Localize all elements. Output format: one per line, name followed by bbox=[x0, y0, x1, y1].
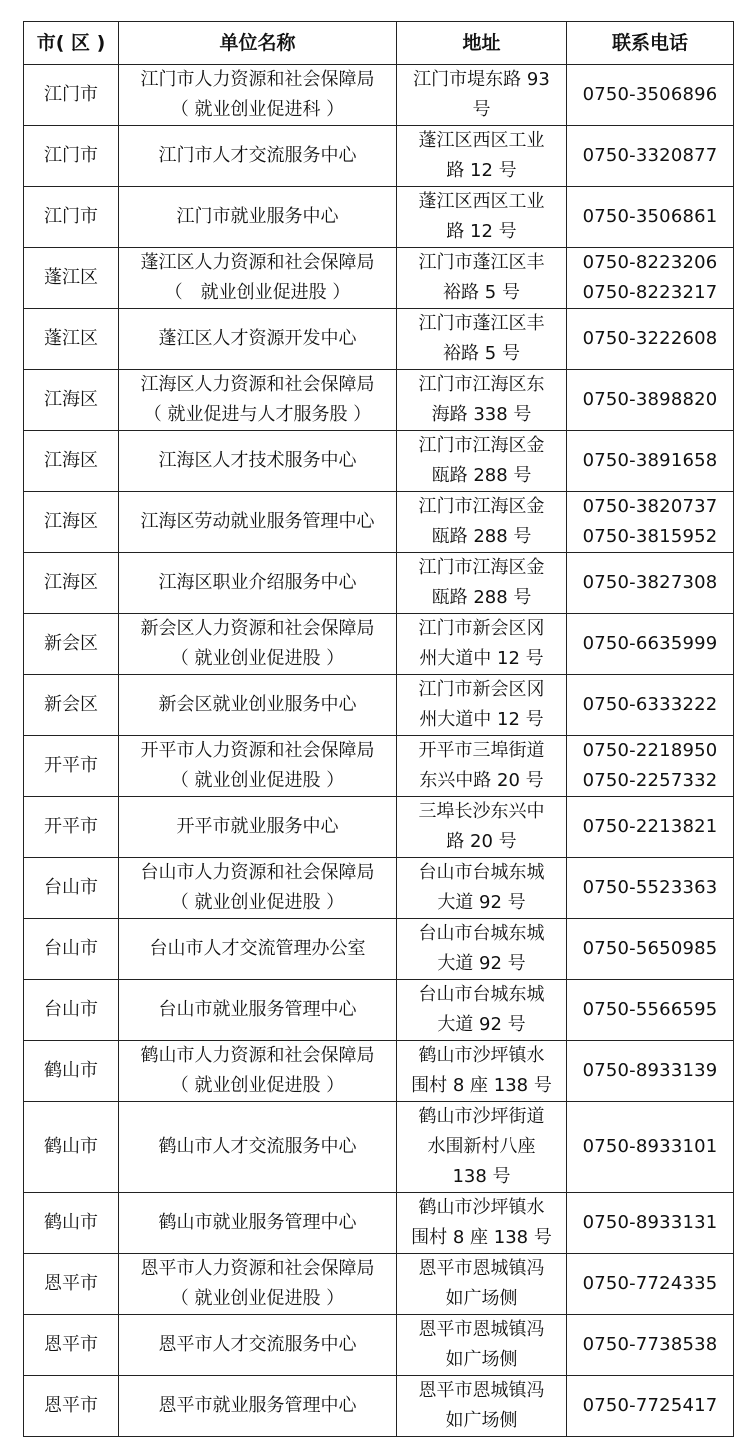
address-cell-line: 裕路 5 号 bbox=[443, 282, 520, 303]
unit-name-cell-line: 新会区人力资源和社会保障局 bbox=[140, 618, 375, 639]
header-phone: 联系电话 bbox=[567, 22, 734, 65]
district-cell: 恩平市 bbox=[24, 1315, 119, 1376]
address-cell bbox=[397, 65, 567, 126]
unit-name-cell-line: 恩平市人力资源和社会保障局 bbox=[140, 1258, 375, 1279]
address-cell-line: 江门市江海区金 bbox=[418, 435, 545, 456]
district-cell: 鹤山市 bbox=[24, 1102, 119, 1193]
phone-cell bbox=[567, 553, 734, 614]
header-row bbox=[24, 22, 734, 65]
address-cell bbox=[397, 431, 567, 492]
table-row bbox=[24, 126, 734, 187]
phone-cell-line: 0750-8223206 bbox=[582, 252, 718, 273]
phone-cell bbox=[567, 1102, 734, 1193]
address-cell-line: 鹤山市沙坪镇水 bbox=[418, 1045, 545, 1066]
unit-name-cell-line: 台山市人才交流管理办公室 bbox=[149, 938, 366, 959]
district-cell: 恩平市 bbox=[24, 1254, 119, 1315]
unit-name-cell bbox=[119, 1315, 397, 1376]
unit-name-cell bbox=[119, 1102, 397, 1193]
address-cell-line: 三埠长沙东兴中 bbox=[418, 801, 545, 822]
address-cell bbox=[397, 919, 567, 980]
unit-name-cell bbox=[119, 65, 397, 126]
address-cell-line: 恩平市恩城镇冯 bbox=[418, 1380, 545, 1401]
unit-name-cell bbox=[119, 370, 397, 431]
unit-name-cell-line: （ 就业创业促进股 ） bbox=[170, 1288, 345, 1309]
unit-name-cell bbox=[119, 980, 397, 1041]
unit-name-cell-line: （ 就业创业促进股 ） bbox=[170, 648, 345, 669]
district-cell: 蓬江区 bbox=[24, 309, 119, 370]
table-row bbox=[24, 980, 734, 1041]
phone-cell-line: 0750-5566595 bbox=[582, 999, 718, 1020]
phone-cell-line: 0750-3891658 bbox=[582, 450, 718, 471]
address-cell-line: 138 号 bbox=[452, 1166, 511, 1187]
table-row bbox=[24, 1254, 734, 1315]
address-cell bbox=[397, 370, 567, 431]
address-cell-line: 州大道中 12 号 bbox=[419, 709, 544, 730]
address-cell-line: 江门市江海区金 bbox=[418, 557, 545, 578]
unit-name-cell bbox=[119, 1254, 397, 1315]
unit-name-cell bbox=[119, 431, 397, 492]
unit-name-cell-line: （ 就业促进与人才服务股 ） bbox=[143, 404, 372, 425]
unit-name-cell bbox=[119, 248, 397, 309]
unit-name-cell-line: （ 就业创业促进股 ） bbox=[170, 892, 345, 913]
address-cell-line: 如广场侧 bbox=[445, 1288, 518, 1309]
address-cell-line: 台山市台城东城 bbox=[418, 984, 545, 1005]
phone-cell bbox=[567, 1254, 734, 1315]
phone-cell-line: 0750-7738538 bbox=[582, 1334, 718, 1355]
header-address: 地址 bbox=[397, 22, 567, 65]
address-cell-line: 海路 338 号 bbox=[431, 404, 532, 425]
unit-name-cell-line: 台山市就业服务管理中心 bbox=[158, 999, 357, 1020]
phone-cell-line: 0750-2213821 bbox=[582, 816, 718, 837]
address-cell-line: 大道 92 号 bbox=[437, 1014, 526, 1035]
unit-name-cell-line: 恩平市人才交流服务中心 bbox=[158, 1334, 357, 1355]
address-cell bbox=[397, 1041, 567, 1102]
unit-name-cell-line: 新会区就业创业服务中心 bbox=[158, 694, 357, 715]
phone-cell-line: 0750-3815952 bbox=[582, 526, 718, 547]
unit-name-cell bbox=[119, 736, 397, 797]
table-row bbox=[24, 614, 734, 675]
address-cell bbox=[397, 187, 567, 248]
phone-cell bbox=[567, 431, 734, 492]
address-cell bbox=[397, 614, 567, 675]
address-cell-line: 江门市江海区金 bbox=[418, 496, 545, 517]
address-cell-line: 如广场侧 bbox=[445, 1410, 518, 1431]
address-cell bbox=[397, 248, 567, 309]
district-cell: 江门市 bbox=[24, 65, 119, 126]
table-row bbox=[24, 309, 734, 370]
table-row bbox=[24, 65, 734, 126]
table-row bbox=[24, 492, 734, 553]
address-cell-line: 江门市江海区东 bbox=[418, 374, 545, 395]
district-cell: 台山市 bbox=[24, 980, 119, 1041]
address-cell-line: 蓬江区西区工业 bbox=[418, 191, 545, 212]
address-cell bbox=[397, 858, 567, 919]
address-cell-line: 蓬江区西区工业 bbox=[418, 130, 545, 151]
district-cell: 鹤山市 bbox=[24, 1041, 119, 1102]
district-cell: 江门市 bbox=[24, 187, 119, 248]
address-cell bbox=[397, 1315, 567, 1376]
unit-name-cell-line: （ 就业创业促进科 ） bbox=[170, 99, 345, 120]
phone-cell-line: 0750-7724335 bbox=[582, 1273, 718, 1294]
address-cell-line: 路 12 号 bbox=[446, 221, 517, 242]
address-cell-line: 大道 92 号 bbox=[437, 953, 526, 974]
unit-name-cell-line: 台山市人力资源和社会保障局 bbox=[140, 862, 375, 883]
address-cell-line: 江门市堤东路 93 bbox=[413, 69, 550, 90]
table-row bbox=[24, 1102, 734, 1193]
unit-name-cell-line: 恩平市就业服务管理中心 bbox=[158, 1395, 357, 1416]
unit-name-cell-line: 开平市就业服务中心 bbox=[176, 816, 339, 837]
unit-name-cell bbox=[119, 797, 397, 858]
address-cell bbox=[397, 675, 567, 736]
table-row bbox=[24, 1376, 734, 1437]
table-row bbox=[24, 797, 734, 858]
table-row bbox=[24, 858, 734, 919]
unit-name-cell bbox=[119, 1193, 397, 1254]
phone-cell bbox=[567, 65, 734, 126]
district-cell: 新会区 bbox=[24, 675, 119, 736]
address-cell bbox=[397, 553, 567, 614]
district-cell: 江海区 bbox=[24, 370, 119, 431]
district-cell: 开平市 bbox=[24, 736, 119, 797]
district-cell: 蓬江区 bbox=[24, 248, 119, 309]
district-cell: 江海区 bbox=[24, 553, 119, 614]
address-cell-line: 大道 92 号 bbox=[437, 892, 526, 913]
district-cell: 开平市 bbox=[24, 797, 119, 858]
unit-name-cell-line: 开平市人力资源和社会保障局 bbox=[140, 740, 375, 761]
phone-cell bbox=[567, 614, 734, 675]
phone-cell-line: 0750-3506861 bbox=[582, 206, 718, 227]
unit-name-cell-line: 江海区人力资源和社会保障局 bbox=[140, 374, 375, 395]
address-cell-line: 恩平市恩城镇冯 bbox=[418, 1258, 545, 1279]
unit-name-cell bbox=[119, 675, 397, 736]
table-row bbox=[24, 1315, 734, 1376]
phone-cell bbox=[567, 187, 734, 248]
address-cell bbox=[397, 980, 567, 1041]
phone-cell bbox=[567, 1193, 734, 1254]
header-unit-name: 单位名称 bbox=[119, 22, 397, 65]
unit-name-cell bbox=[119, 126, 397, 187]
unit-name-cell bbox=[119, 492, 397, 553]
address-cell-line: 台山市台城东城 bbox=[418, 923, 545, 944]
district-cell: 台山市 bbox=[24, 858, 119, 919]
address-cell-line: 江门市蓬江区丰 bbox=[418, 252, 545, 273]
address-cell-line: 如广场侧 bbox=[445, 1349, 518, 1370]
address-cell-line: 围村 8 座 138 号 bbox=[411, 1227, 552, 1248]
phone-cell bbox=[567, 858, 734, 919]
phone-cell-line: 0750-8933131 bbox=[582, 1212, 718, 1233]
phone-cell-line: 0750-3827308 bbox=[582, 572, 718, 593]
district-cell: 台山市 bbox=[24, 919, 119, 980]
phone-cell-line: 0750-7725417 bbox=[582, 1395, 718, 1416]
unit-name-cell-line: 蓬江区人才资源开发中心 bbox=[158, 328, 357, 349]
unit-name-cell bbox=[119, 1376, 397, 1437]
phone-cell bbox=[567, 980, 734, 1041]
address-cell bbox=[397, 1376, 567, 1437]
table-row bbox=[24, 431, 734, 492]
unit-name-cell-line: （ 就业创业促进股 ） bbox=[170, 770, 345, 791]
phone-cell-line: 0750-8223217 bbox=[582, 282, 718, 303]
unit-name-cell bbox=[119, 919, 397, 980]
address-cell-line: 围村 8 座 138 号 bbox=[411, 1075, 552, 1096]
table-row bbox=[24, 675, 734, 736]
phone-cell-line: 0750-3506896 bbox=[582, 84, 718, 105]
phone-cell-line: 0750-3222608 bbox=[582, 328, 718, 349]
unit-name-cell-line: 江门市人才交流服务中心 bbox=[158, 145, 357, 166]
address-cell-line: 鹤山市沙坪镇水 bbox=[418, 1197, 545, 1218]
phone-cell bbox=[567, 675, 734, 736]
phone-cell-line: 0750-3898820 bbox=[582, 389, 718, 410]
address-cell bbox=[397, 1102, 567, 1193]
phone-cell bbox=[567, 492, 734, 553]
phone-cell bbox=[567, 797, 734, 858]
phone-cell-line: 0750-2257332 bbox=[582, 770, 718, 791]
address-cell bbox=[397, 1254, 567, 1315]
unit-name-cell-line: （ 就业创业促进股 ） bbox=[164, 282, 351, 303]
table-row bbox=[24, 736, 734, 797]
district-cell: 新会区 bbox=[24, 614, 119, 675]
phone-cell-line: 0750-3820737 bbox=[582, 496, 718, 517]
address-cell-line: 州大道中 12 号 bbox=[419, 648, 544, 669]
address-cell-line: 江门市新会区冈 bbox=[418, 618, 545, 639]
unit-name-cell-line: 江门市人力资源和社会保障局 bbox=[140, 69, 375, 90]
table-row bbox=[24, 1041, 734, 1102]
address-cell-line: 东兴中路 20 号 bbox=[419, 770, 544, 791]
address-cell-line: 瓯路 288 号 bbox=[431, 465, 532, 486]
unit-name-cell-line: 江海区劳动就业服务管理中心 bbox=[140, 511, 375, 532]
unit-name-cell bbox=[119, 614, 397, 675]
phone-cell-line: 0750-5650985 bbox=[582, 938, 718, 959]
unit-name-cell-line: 鹤山市人才交流服务中心 bbox=[158, 1136, 357, 1157]
district-cell: 鹤山市 bbox=[24, 1193, 119, 1254]
address-cell bbox=[397, 797, 567, 858]
phone-cell-line: 0750-3320877 bbox=[582, 145, 718, 166]
unit-name-cell-line: 鹤山市人力资源和社会保障局 bbox=[140, 1045, 375, 1066]
phone-cell-line: 0750-6333222 bbox=[582, 694, 718, 715]
unit-name-cell bbox=[119, 858, 397, 919]
address-cell bbox=[397, 309, 567, 370]
table-row bbox=[24, 919, 734, 980]
phone-cell bbox=[567, 1315, 734, 1376]
unit-name-cell-line: 江海区人才技术服务中心 bbox=[158, 450, 357, 471]
phone-cell bbox=[567, 919, 734, 980]
district-cell: 江海区 bbox=[24, 431, 119, 492]
address-cell-line: 鹤山市沙坪街道 bbox=[418, 1106, 545, 1127]
phone-cell bbox=[567, 1376, 734, 1437]
address-cell-line: 瓯路 288 号 bbox=[431, 587, 532, 608]
address-cell-line: 台山市台城东城 bbox=[418, 862, 545, 883]
phone-cell bbox=[567, 736, 734, 797]
address-cell-line: 开平市三埠街道 bbox=[418, 740, 545, 761]
phone-cell bbox=[567, 309, 734, 370]
phone-cell bbox=[567, 1041, 734, 1102]
unit-name-cell-line: 江门市就业服务中心 bbox=[176, 206, 339, 227]
address-cell-line: 恩平市恩城镇冯 bbox=[418, 1319, 545, 1340]
unit-name-cell-line: （ 就业创业促进股 ） bbox=[170, 1075, 345, 1096]
address-cell-line: 裕路 5 号 bbox=[443, 343, 520, 364]
district-cell: 恩平市 bbox=[24, 1376, 119, 1437]
address-cell-line: 水围新村八座 bbox=[427, 1136, 536, 1157]
table-row bbox=[24, 553, 734, 614]
district-cell: 江门市 bbox=[24, 126, 119, 187]
address-cell-line: 江门市新会区冈 bbox=[418, 679, 545, 700]
phone-cell-line: 0750-2218950 bbox=[582, 740, 718, 761]
table-row bbox=[24, 1193, 734, 1254]
address-cell bbox=[397, 736, 567, 797]
unit-name-cell bbox=[119, 553, 397, 614]
address-cell bbox=[397, 126, 567, 187]
unit-name-cell bbox=[119, 1041, 397, 1102]
table-row bbox=[24, 370, 734, 431]
phone-cell bbox=[567, 370, 734, 431]
table-row bbox=[24, 248, 734, 309]
address-cell-line: 路 20 号 bbox=[446, 831, 517, 852]
phone-cell bbox=[567, 126, 734, 187]
phone-cell-line: 0750-6635999 bbox=[582, 633, 718, 654]
unit-name-cell-line: 鹤山市就业服务管理中心 bbox=[158, 1212, 357, 1233]
phone-cell-line: 0750-8933101 bbox=[582, 1136, 718, 1157]
phone-cell-line: 0750-8933139 bbox=[582, 1060, 718, 1081]
district-cell: 江海区 bbox=[24, 492, 119, 553]
header-district: 市( 区 ) bbox=[24, 22, 119, 65]
contact-table bbox=[23, 21, 734, 1437]
phone-cell bbox=[567, 248, 734, 309]
table-row bbox=[24, 187, 734, 248]
address-cell-line: 号 bbox=[472, 99, 491, 120]
address-cell bbox=[397, 1193, 567, 1254]
address-cell bbox=[397, 492, 567, 553]
unit-name-cell-line: 蓬江区人力资源和社会保障局 bbox=[140, 252, 375, 273]
unit-name-cell-line: 江海区职业介绍服务中心 bbox=[158, 572, 357, 593]
unit-name-cell bbox=[119, 309, 397, 370]
address-cell-line: 路 12 号 bbox=[446, 160, 517, 181]
address-cell-line: 瓯路 288 号 bbox=[431, 526, 532, 547]
phone-cell-line: 0750-5523363 bbox=[582, 877, 718, 898]
unit-name-cell bbox=[119, 187, 397, 248]
address-cell-line: 江门市蓬江区丰 bbox=[418, 313, 545, 334]
